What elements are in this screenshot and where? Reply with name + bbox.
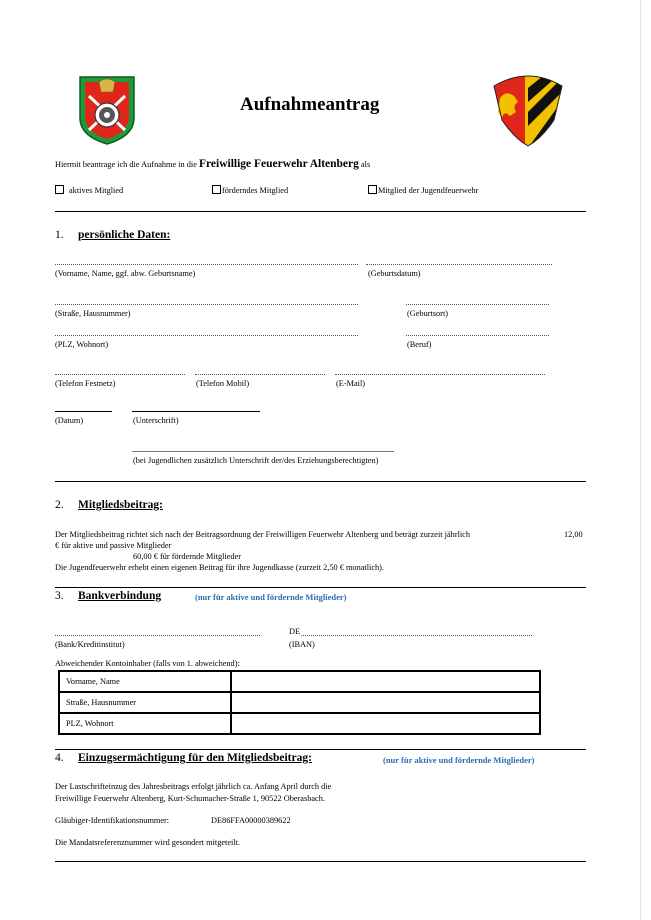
account-holder-table — [58, 670, 541, 735]
intro-prefix: Hiermit beantrage ich die Aufnahme in die — [55, 160, 197, 169]
section4-note: (nur für aktive und fördernde Mitglieder) — [383, 755, 535, 765]
holder-name-input[interactable] — [231, 671, 540, 692]
page-title: Aufnahmeantrag — [240, 94, 380, 115]
divider — [55, 211, 586, 212]
section3-note: (nur für aktive und fördernde Mitglieder) — [195, 592, 347, 602]
holder-street-label: Straße, Hausnummer — [59, 692, 231, 713]
mandate-reference-note: Die Mandatsreferenznummer wird gesondert mitgeteilt. — [55, 838, 241, 847]
iban-field[interactable] — [301, 635, 532, 636]
option-active-label: aktives Mitglied — [69, 186, 124, 195]
org-name: Freiwillige Feuerwehr Altenberg — [199, 158, 359, 170]
section1-number: 1. — [55, 229, 64, 241]
divider — [55, 749, 586, 750]
birthplace-label: (Geburtsort) — [407, 309, 449, 318]
iban-prefix: DE — [289, 627, 301, 636]
fee-line-4: Die Jugendfeuerwehr erhebt einen eigenen Beitrag für ihre Jugendkasse (zurzeit 2,50 € monatlich). — [55, 563, 384, 572]
section3-title: Bankverbindung — [78, 590, 162, 602]
creditor-id: DE86FFA00000389622 — [211, 816, 291, 825]
checkbox-youth[interactable] — [368, 185, 377, 194]
phone-field[interactable] — [55, 374, 185, 375]
section3-number: 3. — [55, 590, 64, 602]
section4-number: 4. — [55, 752, 64, 764]
option-supporting-label: förderndes Mitglied — [222, 186, 289, 195]
divider — [55, 587, 586, 588]
divider — [55, 481, 586, 482]
holder-label: Abweichender Kontoinhaber (falls von 1. abweichend): — [55, 659, 240, 668]
city-label: (PLZ, Wohnort) — [55, 340, 109, 349]
section2-title: Mitgliedsbeitrag: — [78, 499, 163, 511]
birthdate-field[interactable] — [366, 264, 552, 265]
signature-field[interactable] — [132, 411, 260, 412]
section2-number: 2. — [55, 499, 64, 511]
fee-line-3: 60,00 € für fördernde Mitglieder — [133, 552, 242, 561]
mandate-line-2: Freiwillige Feuerwehr Altenberg, Kurt-Schumacher-Straße 1, 90522 Oberasbach. — [55, 794, 325, 803]
street-field[interactable] — [55, 304, 358, 305]
fee-line-1: Der Mitgliedsbeitrag richtet sich nach der Beitragsordnung der Freiwilligen Feuerwehr Altenberg und beträgt zurzeit jährlich — [55, 530, 471, 539]
holder-street-input[interactable] — [231, 692, 540, 713]
job-field[interactable] — [406, 335, 549, 336]
street-label: (Straße, Hausnummer) — [55, 309, 131, 318]
fee-active-amount: 12,00 — [564, 530, 583, 539]
table-row — [59, 671, 540, 692]
section4-title: Einzugsermächtigung für den Mitgliedsbeitrag: — [78, 752, 312, 764]
fire-brigade-crest-icon — [77, 74, 137, 146]
checkbox-supporting[interactable] — [212, 185, 221, 194]
page-edge — [640, 0, 641, 920]
divider — [55, 861, 586, 862]
municipal-crest-icon — [492, 72, 564, 148]
date-field[interactable] — [55, 411, 112, 412]
iban-label: (IBAN) — [289, 640, 315, 649]
bank-label: (Bank/Kreditinstitut) — [55, 640, 125, 649]
table-row — [59, 713, 540, 734]
name-label: (Vorname, Name, ggf. abw. Geburtsname) — [55, 269, 196, 278]
option-active[interactable] — [55, 185, 123, 195]
fee-line-2: € für aktive und passive Mitglieder — [55, 541, 172, 550]
option-youth-label: Mitglied der Jugendfeuerwehr — [378, 186, 479, 195]
intro-line — [55, 158, 370, 170]
mobile-label: (Telefon Mobil) — [196, 379, 250, 388]
name-field[interactable] — [55, 264, 358, 265]
signature-label: (Unterschrift) — [133, 416, 179, 425]
mandate-line-1: Der Lastschrifteinzug des Jahresbeitrags erfolgt jährlich ca. Anfang April durch die — [55, 782, 332, 791]
section1-title: persönliche Daten: — [78, 229, 171, 241]
date-label: (Datum) — [55, 416, 84, 425]
city-field[interactable] — [55, 335, 358, 336]
guardian-signature-field[interactable] — [132, 451, 394, 452]
option-youth[interactable] — [368, 185, 478, 195]
email-field[interactable] — [335, 374, 545, 375]
guardian-label: (bei Jugendlichen zusätzlich Unterschrift der/des Erziehungsberechtigten) — [133, 456, 379, 465]
mobile-field[interactable] — [195, 374, 325, 375]
birthplace-field[interactable] — [406, 304, 549, 305]
table-row — [59, 692, 540, 713]
job-label: (Beruf) — [407, 340, 432, 349]
creditor-label: Gläubiger-Identifikationsnummer: — [55, 816, 170, 825]
bank-field[interactable] — [55, 635, 260, 636]
holder-city-input[interactable] — [231, 713, 540, 734]
checkbox-active[interactable] — [55, 185, 64, 194]
birthdate-label: (Geburtsdatum) — [368, 269, 421, 278]
intro-suffix: als — [360, 160, 371, 169]
email-label: (E-Mail) — [336, 379, 366, 388]
holder-name-label: Vorname, Name — [59, 671, 231, 692]
phone-label: (Telefon Festnetz) — [55, 379, 116, 388]
holder-city-label: PLZ, Wohnort — [59, 713, 231, 734]
option-supporting[interactable] — [212, 185, 288, 195]
